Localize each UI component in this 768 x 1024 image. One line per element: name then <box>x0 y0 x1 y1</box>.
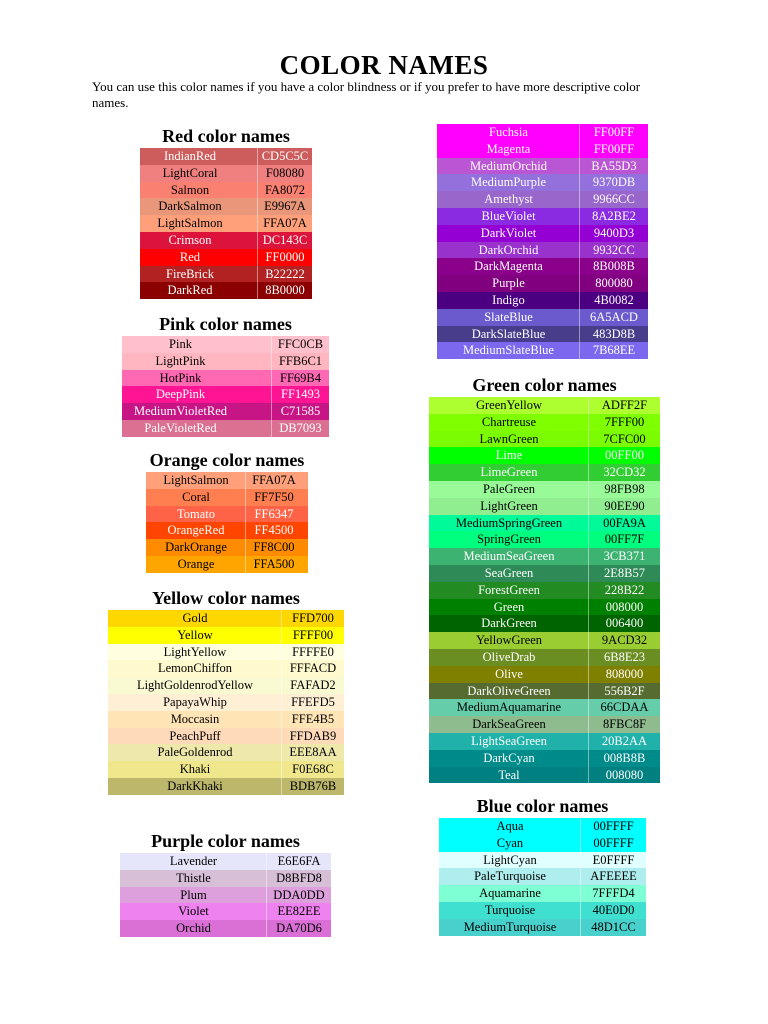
hex-code: E0FFFF <box>592 852 635 867</box>
color-swatch-row <box>439 885 646 902</box>
pink-heading: Pink color names <box>159 314 292 334</box>
hex-code: ADFF2F <box>601 398 648 412</box>
color-name: DarkOrange <box>165 540 227 555</box>
color-swatch-row <box>437 275 648 292</box>
color-swatch-row <box>429 397 660 414</box>
color-swatch-row <box>429 716 660 733</box>
color-name: PaleTurquoise <box>474 869 546 884</box>
color-name: FireBrick <box>166 266 214 281</box>
color-swatch-row <box>140 232 312 249</box>
color-name: MediumSpringGreen <box>455 515 563 530</box>
color-swatch-row <box>108 694 344 711</box>
color-swatch-row <box>146 556 308 573</box>
hex-code: 00FF00 <box>605 448 644 463</box>
color-name: LightCoral <box>162 165 218 180</box>
color-name: DarkGreen <box>481 616 537 631</box>
hex-code: FF6347 <box>254 506 294 521</box>
color-swatch-row <box>429 447 660 464</box>
color-swatch-row <box>108 778 344 795</box>
color-name: HotPink <box>159 370 202 385</box>
pink-group <box>122 313 329 437</box>
hex-code: B22222 <box>265 266 305 281</box>
color-swatch-row <box>429 666 660 683</box>
hex-code: BA55D3 <box>591 158 637 173</box>
hex-code: 483D8B <box>592 326 636 341</box>
hex-code: DDA0DD <box>273 887 325 902</box>
hex-code: 228B22 <box>604 582 645 597</box>
color-name: Amethyst <box>484 192 533 207</box>
hex-code: C71585 <box>280 404 321 419</box>
color-name: Orchid <box>176 921 211 936</box>
color-swatch-row <box>429 599 660 616</box>
hex-code: 48D1CC <box>591 919 636 934</box>
hex-code: FF69B4 <box>280 370 321 385</box>
hex-code: FF0000 <box>265 249 305 264</box>
color-name: LightPink <box>155 353 206 368</box>
color-name: Olive <box>495 666 523 681</box>
color-name: LightGoldenrodYellow <box>136 678 254 693</box>
color-name: Thistle <box>176 870 211 885</box>
hex-code: 20B2AA <box>601 733 648 748</box>
color-name: Fuchsia <box>489 125 528 139</box>
color-name: SlateBlue <box>484 309 533 324</box>
color-swatch-row <box>429 515 660 532</box>
color-name: OliveDrab <box>482 649 536 664</box>
color-swatch-row <box>108 610 344 627</box>
color-name: LightSalmon <box>163 473 229 487</box>
yellow-heading: Yellow color names <box>152 588 300 608</box>
color-swatch-row <box>439 835 646 852</box>
hex-code: FFFACD <box>289 661 337 676</box>
purple-continued-group <box>437 124 648 359</box>
hex-code: 9ACD32 <box>601 633 648 648</box>
color-name: DarkMagenta <box>474 259 543 274</box>
hex-code: 008B8B <box>603 750 646 765</box>
color-swatch-row <box>429 414 660 431</box>
hex-code: 7FFF00 <box>604 414 645 429</box>
color-name: DarkOliveGreen <box>467 683 551 698</box>
color-swatch-row <box>437 258 648 275</box>
color-swatch-row <box>429 699 660 716</box>
color-name: YellowGreen <box>475 633 543 648</box>
color-name: Teal <box>498 767 520 782</box>
color-name: Magenta <box>486 141 531 156</box>
page-title: COLOR NAMES <box>279 50 489 80</box>
color-swatch-row <box>437 309 648 326</box>
color-swatch-row <box>437 174 648 191</box>
red-group <box>140 125 312 299</box>
color-swatch-row <box>439 818 646 835</box>
color-name: PaleGreen <box>482 481 536 496</box>
hex-code: FFA07A <box>252 473 296 487</box>
hex-code: 008000 <box>605 599 644 614</box>
color-swatch-row <box>108 627 344 644</box>
hex-code: FFA07A <box>263 216 307 231</box>
blue-group <box>439 795 646 936</box>
hex-code: 00FFFF <box>593 819 634 833</box>
color-swatch-row <box>146 472 308 489</box>
color-swatch-row <box>120 870 331 887</box>
color-name: LightYellow <box>163 644 227 659</box>
hex-code: 008080 <box>605 767 644 782</box>
color-name: DarkViolet <box>480 225 537 240</box>
color-name: Lime <box>495 448 523 463</box>
hex-code: FFD700 <box>292 611 334 625</box>
hex-code: FF1493 <box>281 387 320 402</box>
color-name: Indigo <box>492 292 525 307</box>
orange-heading: Orange color names <box>149 450 305 470</box>
color-swatch-row <box>140 266 312 283</box>
hex-code: 9370DB <box>592 175 636 190</box>
color-name: Pink <box>169 337 192 351</box>
color-name: DarkKhaki <box>167 778 223 793</box>
hex-code: E6E6FA <box>277 854 321 868</box>
color-swatch-row <box>120 920 331 937</box>
hex-code: 808000 <box>605 666 644 681</box>
green-group <box>429 374 660 783</box>
color-swatch-row <box>437 292 648 309</box>
color-swatch-row <box>429 548 660 565</box>
hex-code: FF00FF <box>593 141 635 156</box>
color-name: DarkSalmon <box>158 199 222 214</box>
color-name: PeachPuff <box>169 728 221 743</box>
hex-code: 00FFFF <box>593 835 634 850</box>
hex-code: FFA500 <box>253 556 295 571</box>
color-name: Tomato <box>176 506 215 521</box>
color-swatch-row <box>439 902 646 919</box>
color-name: Salmon <box>170 182 210 197</box>
color-name: LightSalmon <box>157 216 223 231</box>
color-name: SeaGreen <box>484 565 534 580</box>
hex-code: 556B2F <box>604 683 645 698</box>
color-swatch-row <box>108 744 344 761</box>
color-swatch-row <box>146 489 308 506</box>
hex-code: DC143C <box>262 232 308 247</box>
color-swatch-row <box>437 208 648 225</box>
color-swatch-row <box>120 903 331 920</box>
color-name: DarkSeaGreen <box>472 717 546 732</box>
color-swatch-row <box>437 242 648 259</box>
color-swatch-row <box>437 141 648 158</box>
hex-code: 7FFFD4 <box>592 886 635 901</box>
color-swatch-row <box>140 148 312 165</box>
hex-code: 7CFC00 <box>603 431 646 446</box>
red-heading: Red color names <box>162 126 290 146</box>
color-name: Gold <box>182 611 208 625</box>
color-swatch-row <box>439 852 646 869</box>
hex-code: D8BFD8 <box>276 870 322 885</box>
hex-code: 8B0000 <box>265 283 305 298</box>
color-swatch-row <box>108 677 344 694</box>
hex-code: 40E0D0 <box>592 902 635 917</box>
color-name: BlueViolet <box>481 208 536 223</box>
color-name: Chartreuse <box>481 414 537 429</box>
intro-text: You can use this color names if you have a color blindness or if you prefer to have more descriptive color names. <box>92 79 641 110</box>
blue-heading: Blue color names <box>476 796 609 816</box>
color-swatch-row <box>429 498 660 515</box>
color-swatch-row <box>140 215 312 232</box>
color-name: Green <box>493 599 525 614</box>
hex-code: F0E68C <box>292 762 334 777</box>
color-swatch-row <box>429 733 660 750</box>
hex-code: DA70D6 <box>276 921 322 936</box>
hex-code: EEE8AA <box>289 745 337 760</box>
color-swatch-row <box>429 531 660 548</box>
color-name: Crimson <box>168 232 212 247</box>
hex-code: 9966CC <box>593 192 635 207</box>
color-name: ForestGreen <box>478 582 540 597</box>
hex-code: FF4500 <box>254 523 294 538</box>
hex-code: 7B68EE <box>592 343 636 358</box>
hex-code: FAFAD2 <box>290 678 336 693</box>
hex-code: F08080 <box>265 165 305 180</box>
color-name: Lavender <box>169 854 218 868</box>
color-swatch-row <box>437 326 648 343</box>
color-swatch-row <box>437 191 648 208</box>
color-name: Moccasin <box>170 711 220 726</box>
hex-code: 6B8E23 <box>604 649 645 664</box>
color-name: DeepPink <box>155 387 206 402</box>
hex-code: 66CDAA <box>600 700 649 715</box>
color-swatch-row <box>140 165 312 182</box>
hex-code: 98FB98 <box>604 481 645 496</box>
color-swatch-row <box>122 370 329 387</box>
color-swatch-row <box>437 225 648 242</box>
color-name: LawnGreen <box>479 431 539 446</box>
hex-code: FFE4B5 <box>291 711 335 726</box>
color-swatch-row <box>140 182 312 199</box>
color-name: GreenYellow <box>475 398 543 412</box>
hex-code: 6A5ACD <box>590 309 638 324</box>
color-swatch-row <box>140 198 312 215</box>
color-swatch-row <box>439 868 646 885</box>
color-swatch-row <box>140 249 312 266</box>
color-swatch-row <box>108 660 344 677</box>
color-swatch-row <box>146 506 308 523</box>
color-name: MediumVioletRed <box>134 404 227 419</box>
color-swatch-row <box>429 750 660 767</box>
hex-code: 3CB371 <box>603 549 646 564</box>
color-swatch-row <box>429 649 660 666</box>
hex-code: EE82EE <box>277 904 321 919</box>
hex-code: 8B008B <box>593 259 635 274</box>
color-name: DarkOrchid <box>478 242 539 257</box>
hex-code: FA8072 <box>264 182 306 197</box>
hex-code: 2E8B57 <box>604 565 645 580</box>
color-swatch-row <box>122 353 329 370</box>
color-name: SpringGreen <box>477 532 541 547</box>
color-swatch-row <box>429 464 660 481</box>
color-name: MediumSeaGreen <box>463 549 555 564</box>
color-swatch-row <box>120 887 331 904</box>
color-swatch-row <box>108 728 344 745</box>
hex-code: 8FBC8F <box>602 717 647 732</box>
color-swatch-row <box>429 767 660 784</box>
hex-code: CD5C5C <box>261 149 309 163</box>
color-swatch-row <box>429 683 660 700</box>
color-name: Aqua <box>496 819 524 833</box>
hex-code: FFDAB9 <box>289 728 337 743</box>
hex-code: 800080 <box>595 276 633 291</box>
color-name: MediumPurple <box>471 175 546 190</box>
hex-code: 00FA9A <box>603 515 646 530</box>
purple-heading: Purple color names <box>151 831 300 851</box>
color-swatch-row <box>439 919 646 936</box>
color-swatch-row <box>429 632 660 649</box>
color-name: MediumOrchid <box>469 158 548 173</box>
color-swatch-row <box>122 420 329 437</box>
color-name: MediumAquamarine <box>456 700 562 715</box>
color-name: Plum <box>180 887 207 902</box>
hex-code: 8A2BE2 <box>592 208 636 223</box>
color-name: Red <box>179 249 201 264</box>
color-name: DarkRed <box>167 283 213 298</box>
color-name: Purple <box>492 276 525 291</box>
hex-code: 90EE90 <box>604 498 645 513</box>
purple-group <box>120 830 331 937</box>
hex-code: FFFFE0 <box>292 644 334 659</box>
color-name: Yellow <box>177 627 213 642</box>
color-swatch-row <box>120 853 331 870</box>
color-name: IndianRed <box>163 149 217 163</box>
hex-code: FFB6C1 <box>278 353 323 368</box>
color-swatch-row <box>429 481 660 498</box>
color-name: PaleVioletRed <box>144 420 217 435</box>
color-swatch-row <box>140 282 312 299</box>
color-name: Cyan <box>496 835 524 850</box>
color-name: Turquoise <box>484 902 536 917</box>
color-swatch-row <box>429 565 660 582</box>
color-name: DarkCyan <box>483 750 535 765</box>
color-name: LemonChiffon <box>157 661 233 676</box>
color-name: Khaki <box>179 762 211 777</box>
color-swatch-row <box>437 124 648 141</box>
hex-code: 9400D3 <box>593 225 635 240</box>
hex-code: AFEEEE <box>590 869 637 884</box>
color-swatch-row <box>122 403 329 420</box>
hex-code: FF8C00 <box>253 540 295 555</box>
color-swatch-row <box>437 342 648 359</box>
yellow-group <box>108 587 344 795</box>
color-swatch-row <box>108 644 344 661</box>
color-name: DarkSlateBlue <box>471 326 546 341</box>
color-swatch-row <box>146 522 308 539</box>
color-name: LightSeaGreen <box>471 733 547 748</box>
color-name: Aquamarine <box>479 886 541 901</box>
color-swatch-row <box>429 615 660 632</box>
hex-code: 00FF7F <box>604 532 645 547</box>
color-name: Orange <box>177 556 215 571</box>
hex-code: FFEFD5 <box>291 694 335 709</box>
color-name: PapayaWhip <box>163 694 227 709</box>
color-swatch-row <box>437 158 648 175</box>
color-swatch-row <box>429 431 660 448</box>
hex-code: FFC0CB <box>277 337 324 351</box>
hex-code: 006400 <box>605 616 644 631</box>
color-swatch-row <box>108 761 344 778</box>
hex-code: 4B0082 <box>594 292 634 307</box>
color-name: LightGreen <box>480 498 538 513</box>
hex-code: E9967A <box>264 199 306 214</box>
hex-code: DB7093 <box>279 420 322 435</box>
green-heading: Green color names <box>472 375 617 395</box>
hex-code: 9932CC <box>593 242 635 257</box>
color-swatch-row <box>122 336 329 353</box>
color-swatch-row <box>146 539 308 556</box>
orange-group <box>146 449 308 573</box>
hex-code: 32CD32 <box>603 465 646 480</box>
color-name: MediumTurquoise <box>463 919 557 934</box>
color-name: PaleGoldenrod <box>157 745 233 760</box>
color-swatch-row <box>429 582 660 599</box>
color-name: MediumSlateBlue <box>463 343 554 358</box>
color-swatch-row <box>108 711 344 728</box>
hex-code: FF7F50 <box>254 489 294 504</box>
color-name: Violet <box>178 904 209 919</box>
color-name: LightCyan <box>483 852 537 867</box>
color-name: LimeGreen <box>480 465 538 480</box>
hex-code: FF00FF <box>593 125 635 139</box>
hex-code: BDB76B <box>289 778 337 793</box>
hex-code: FFFF00 <box>292 627 334 642</box>
color-name: Coral <box>182 489 210 504</box>
color-name: OrangeRed <box>167 523 225 538</box>
color-swatch-row <box>122 386 329 403</box>
